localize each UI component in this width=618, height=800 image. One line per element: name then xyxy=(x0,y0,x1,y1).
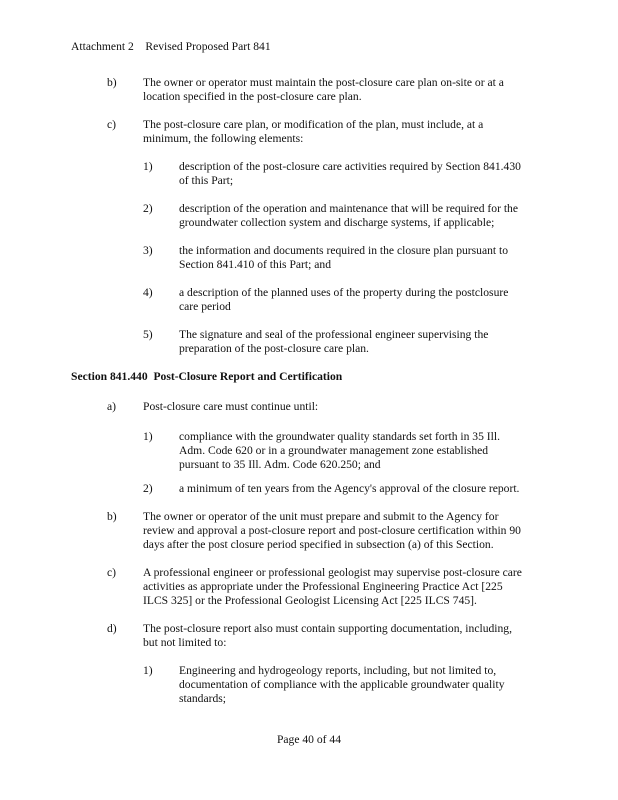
paragraph-label: c) xyxy=(107,118,117,131)
text-line: The signature and seal of the professional engineer supervising the xyxy=(179,328,489,341)
text-line: A professional engineer or professional geologist may supervise post-closure care xyxy=(143,566,522,579)
text-line: groundwater collection system and discharge systems, if applicable; xyxy=(179,216,495,229)
paragraph-text xyxy=(179,202,518,230)
section-heading: Section 841.440 Post-Closure Report and Certification xyxy=(71,370,343,383)
paragraph-label: c) xyxy=(107,566,117,579)
text-line: Post-closure care must continue until: xyxy=(143,400,319,413)
text-line: Adm. Code 620 or in a groundwater management zone established xyxy=(179,444,489,457)
text-line: description of the post-closure care activities required by Section 841.430 xyxy=(179,160,521,173)
paragraph-label: 2) xyxy=(143,202,153,215)
text-line: a minimum of ten years from the Agency's approval of the closure report. xyxy=(179,482,520,495)
paragraph-text xyxy=(143,622,512,650)
text-line: The owner or operator must maintain the post-closure care plan on-site or at a xyxy=(143,76,504,89)
text-line: The post-closure care plan, or modification of the plan, must include, at a xyxy=(143,118,484,131)
text-line: a description of the planned uses of the property during the postclosure xyxy=(179,286,509,299)
text-line: The post-closure report also must contain supporting documentation, including, xyxy=(143,622,512,635)
paragraph-text xyxy=(143,400,318,414)
paragraph-text xyxy=(179,328,488,356)
paragraph-text xyxy=(143,566,522,608)
text-line: description of the operation and maintenance that will be required for the xyxy=(179,202,518,215)
text-line: location specified in the post-closure care plan. xyxy=(143,90,362,103)
page-footer: Page 40 of 44 xyxy=(276,733,342,746)
paragraph-label: b) xyxy=(107,510,117,523)
text-line: ILCS 325] or the Professional Geologist Licensing Act [225 ILCS 745]. xyxy=(143,594,477,607)
text-line: the information and documents required in the closure plan pursuant to xyxy=(179,244,509,257)
text-line: documentation of compliance with the applicable groundwater quality xyxy=(179,678,505,691)
text-line: preparation of the post-closure care plan. xyxy=(179,342,369,355)
text-line: compliance with the groundwater quality standards set forth in 35 Ill. xyxy=(179,430,501,443)
text-line: pursuant to 35 Ill. Adm. Code 620.250; and xyxy=(179,458,381,471)
paragraph-label: a) xyxy=(107,400,117,413)
paragraph-label: 1) xyxy=(143,160,153,173)
page-header: Attachment 2 Revised Proposed Part 841 xyxy=(71,40,271,53)
paragraph-text xyxy=(179,244,508,272)
paragraph-text xyxy=(143,510,521,552)
paragraph-text xyxy=(179,430,500,472)
text-line: standards; xyxy=(179,692,227,705)
paragraph-text xyxy=(179,160,521,188)
paragraph-text xyxy=(179,286,508,314)
paragraph-label: 4) xyxy=(143,286,153,299)
text-line: The owner or operator of the unit must prepare and submit to the Agency for xyxy=(143,510,499,523)
text-line: but not limited to: xyxy=(143,636,227,649)
text-line: of this Part; xyxy=(179,174,234,187)
paragraph-label: 5) xyxy=(143,328,153,341)
paragraph-label: b) xyxy=(107,76,117,89)
text-line: Engineering and hydrogeology reports, including, but not limited to, xyxy=(179,664,497,677)
text-line: activities as appropriate under the Professional Engineering Practice Act [225 xyxy=(143,580,503,593)
paragraph-text xyxy=(143,76,504,104)
paragraph-label: 1) xyxy=(143,664,153,677)
paragraph-text xyxy=(179,664,505,706)
paragraph-text xyxy=(179,482,519,496)
text-line: Section 841.410 of this Part; and xyxy=(179,258,331,271)
paragraph-text xyxy=(143,118,483,146)
text-line: minimum, the following elements: xyxy=(143,132,304,145)
paragraph-label: 2) xyxy=(143,482,153,495)
text-line: days after the post closure period specified in subsection (a) of this Section. xyxy=(143,538,494,551)
text-line: care period xyxy=(179,300,231,313)
paragraph-label: 1) xyxy=(143,430,153,443)
paragraph-label: 3) xyxy=(143,244,153,257)
text-line: review and approval a post-closure report and post-closure certification within 90 xyxy=(143,524,521,537)
paragraph-label: d) xyxy=(107,622,117,635)
